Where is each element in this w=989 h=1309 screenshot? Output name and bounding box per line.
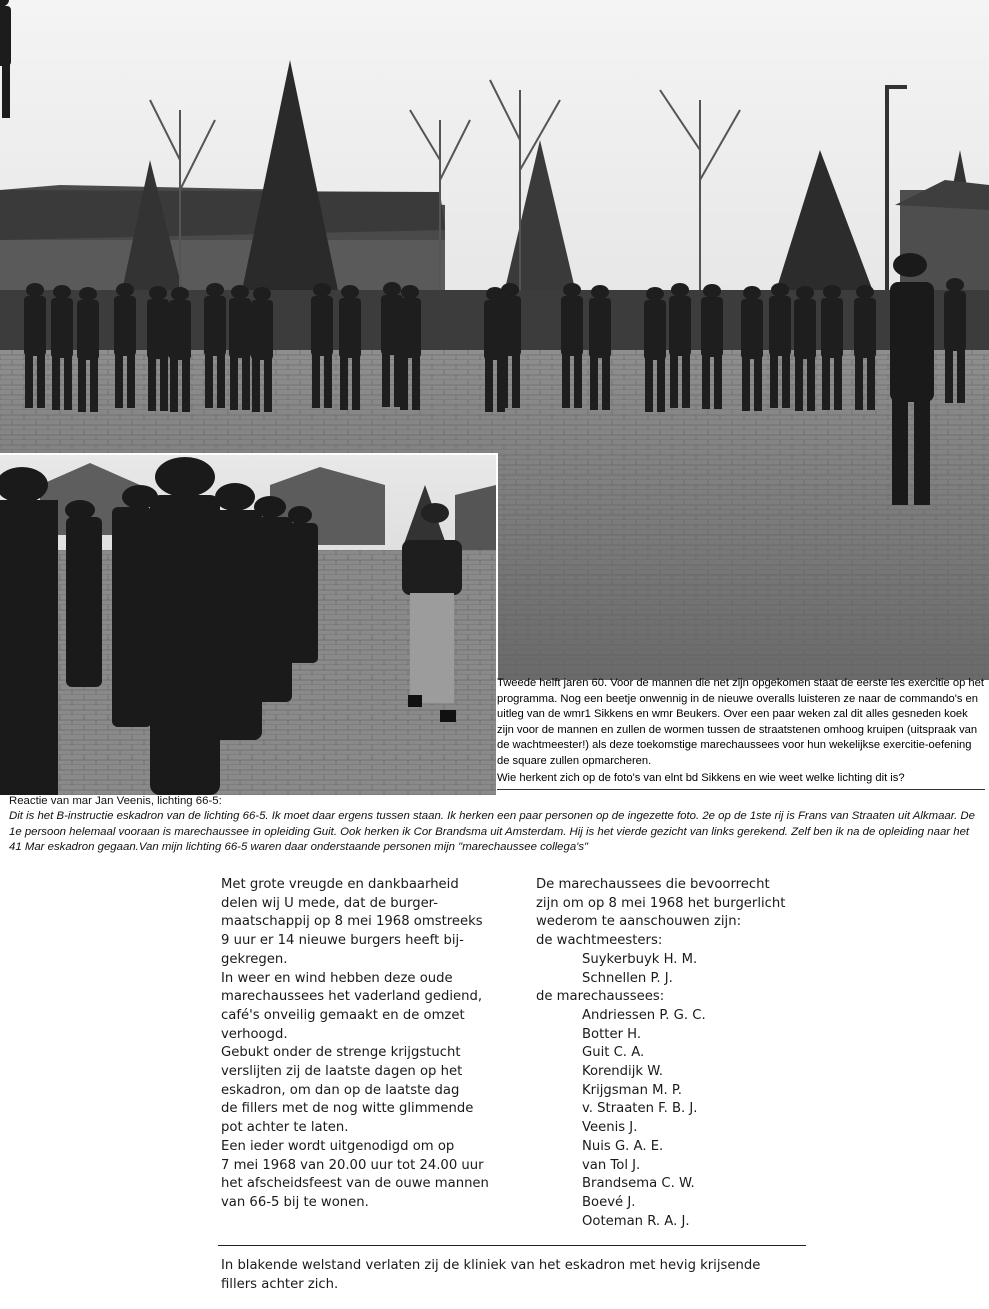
- name-entry: v. Straaten F. B. J.: [582, 1101, 698, 1117]
- announcement-divider: [218, 1245, 806, 1246]
- name-entry: Andriessen P. G. C.: [582, 1007, 706, 1023]
- name-entry: Korendijk W.: [582, 1064, 663, 1080]
- photo-caption: [497, 676, 985, 786]
- wachtmeesters-heading: de wachtmeesters:: [536, 933, 663, 949]
- inset-photo: [0, 453, 498, 795]
- announcement-line: verhoogd.: [221, 1026, 288, 1042]
- announcement-line: café's onveilig gemaakt en de omzet: [221, 1007, 465, 1023]
- caption-text: Tweede helft jaren 60. Voor de mannen die net zijn opgekomen staat de eerste les exercitie op het programma. Nog een beetje onwennig in de nieuwe overalls luisteren ze naar de commando's en uitleg van de wmr1 Sikkens en wmr Beukers. Over een paar weken zal dit alles gesneden koek zijn voor de mannen en zullen de wormen tussen de straatstenen omhoog kruipen (uitspraak van de wachtmeester!) als deze toekomstige marechaussees voor hun wekelijkse exercitie-oefening de square zullen opmarcheren.: [497, 677, 984, 767]
- announcement-line: de fillers met de nog witte glimmende: [221, 1101, 474, 1117]
- reaction-heading: Reactie van mar Jan Veenis, lichting 66-5:: [9, 795, 222, 807]
- announcement-line: 7 mei 1968 van 20.00 uur tot 24.00 uur: [221, 1157, 484, 1173]
- announcement-line: verslijten zij de laatste dagen op het: [221, 1064, 463, 1080]
- announcement-line: In weer en wind hebben deze oude: [221, 970, 453, 986]
- name-entry: Botter H.: [582, 1026, 642, 1042]
- reaction-body: Dit is het B-instructie eskadron van de lichting 66-5. Ik moet daar ergens tussen staan. Ik herken een paar personen op de ingezette foto. 2e op de 1ste rij is Frans van Straaten uit Alkmaar. De 1e persoon helemaal vooraan is marechaussee in opleiding Guit. Ook herken ik Cor Brandsma uit Amsterdam. Hij is het vierde gezicht van links gerekend. Zelf ben ik na de opleiding naar het 41 Mar eskadron gegaan.Van mijn lichting 66-5 waren daar onderstaande personen mijn "marechaussee collega's": [9, 810, 975, 854]
- announcement-line: het afscheidsfeest van de ouwe mannen: [221, 1176, 489, 1192]
- caption-divider: [497, 789, 985, 790]
- announcement-line: gekregen.: [221, 951, 288, 967]
- intro-line: zijn om op 8 mei 1968 het burgerlicht: [536, 895, 786, 911]
- reaction-block: [9, 794, 984, 856]
- announcement-left-column: [221, 876, 521, 1213]
- marechaussees-heading: de marechaussees:: [536, 989, 665, 1005]
- name-entry: Krijgsman M. P.: [582, 1082, 682, 1098]
- footer-line: fillers achter zich.: [221, 1276, 339, 1292]
- announcement-line: 9 uur er 14 nieuwe burgers heeft bij-: [221, 933, 464, 949]
- name-entry: Nuis G. A. E.: [582, 1138, 664, 1154]
- name-entry: Boevé J.: [582, 1194, 636, 1210]
- announcement-line: maatschappij op 8 mei 1968 omstreeks: [221, 914, 483, 930]
- announcement-footer: [221, 1257, 806, 1294]
- announcement-line: delen wij U mede, dat de burger-: [221, 895, 439, 911]
- announcement-line: Gebukt onder de strenge krijgstucht: [221, 1045, 461, 1061]
- announcement-line: Met grote vreugde en dankbaarheid: [221, 877, 459, 892]
- name-entry: Brandsema C. W.: [582, 1176, 695, 1192]
- intro-line: wederom te aanschouwen zijn:: [536, 914, 742, 930]
- announcement-line: marechaussees het vaderland gediend,: [221, 989, 483, 1005]
- intro-line: De marechaussees die bevoorrecht: [536, 877, 770, 892]
- caption-question: Wie herkent zich op de foto's van elnt bd Sikkens en wie weet welke lichting dit is?: [497, 771, 905, 784]
- announcement-line: van 66-5 bij te wonen.: [221, 1194, 369, 1210]
- name-entry: van Tol J.: [582, 1157, 641, 1173]
- announcement-line: eskadron, om dan op de laatste dag: [221, 1082, 460, 1098]
- announcement-line: Een ieder wordt uitgenodigd om op: [221, 1138, 455, 1154]
- farewell-announcement: [218, 876, 808, 1300]
- announcement-right-column: [536, 876, 806, 1231]
- name-entry: Guit C. A.: [582, 1045, 645, 1061]
- name-entry: Schnellen P. J.: [582, 970, 673, 986]
- name-entry: Veenis J.: [582, 1120, 638, 1136]
- name-entry: Ooteman R. A. J.: [582, 1213, 690, 1229]
- announcement-line: pot achter te laten.: [221, 1120, 349, 1136]
- name-entry: Suykerbuyk H. M.: [582, 951, 698, 967]
- footer-line: In blakende welstand verlaten zij de kliniek van het eskadron met hevig krijsende: [221, 1258, 761, 1273]
